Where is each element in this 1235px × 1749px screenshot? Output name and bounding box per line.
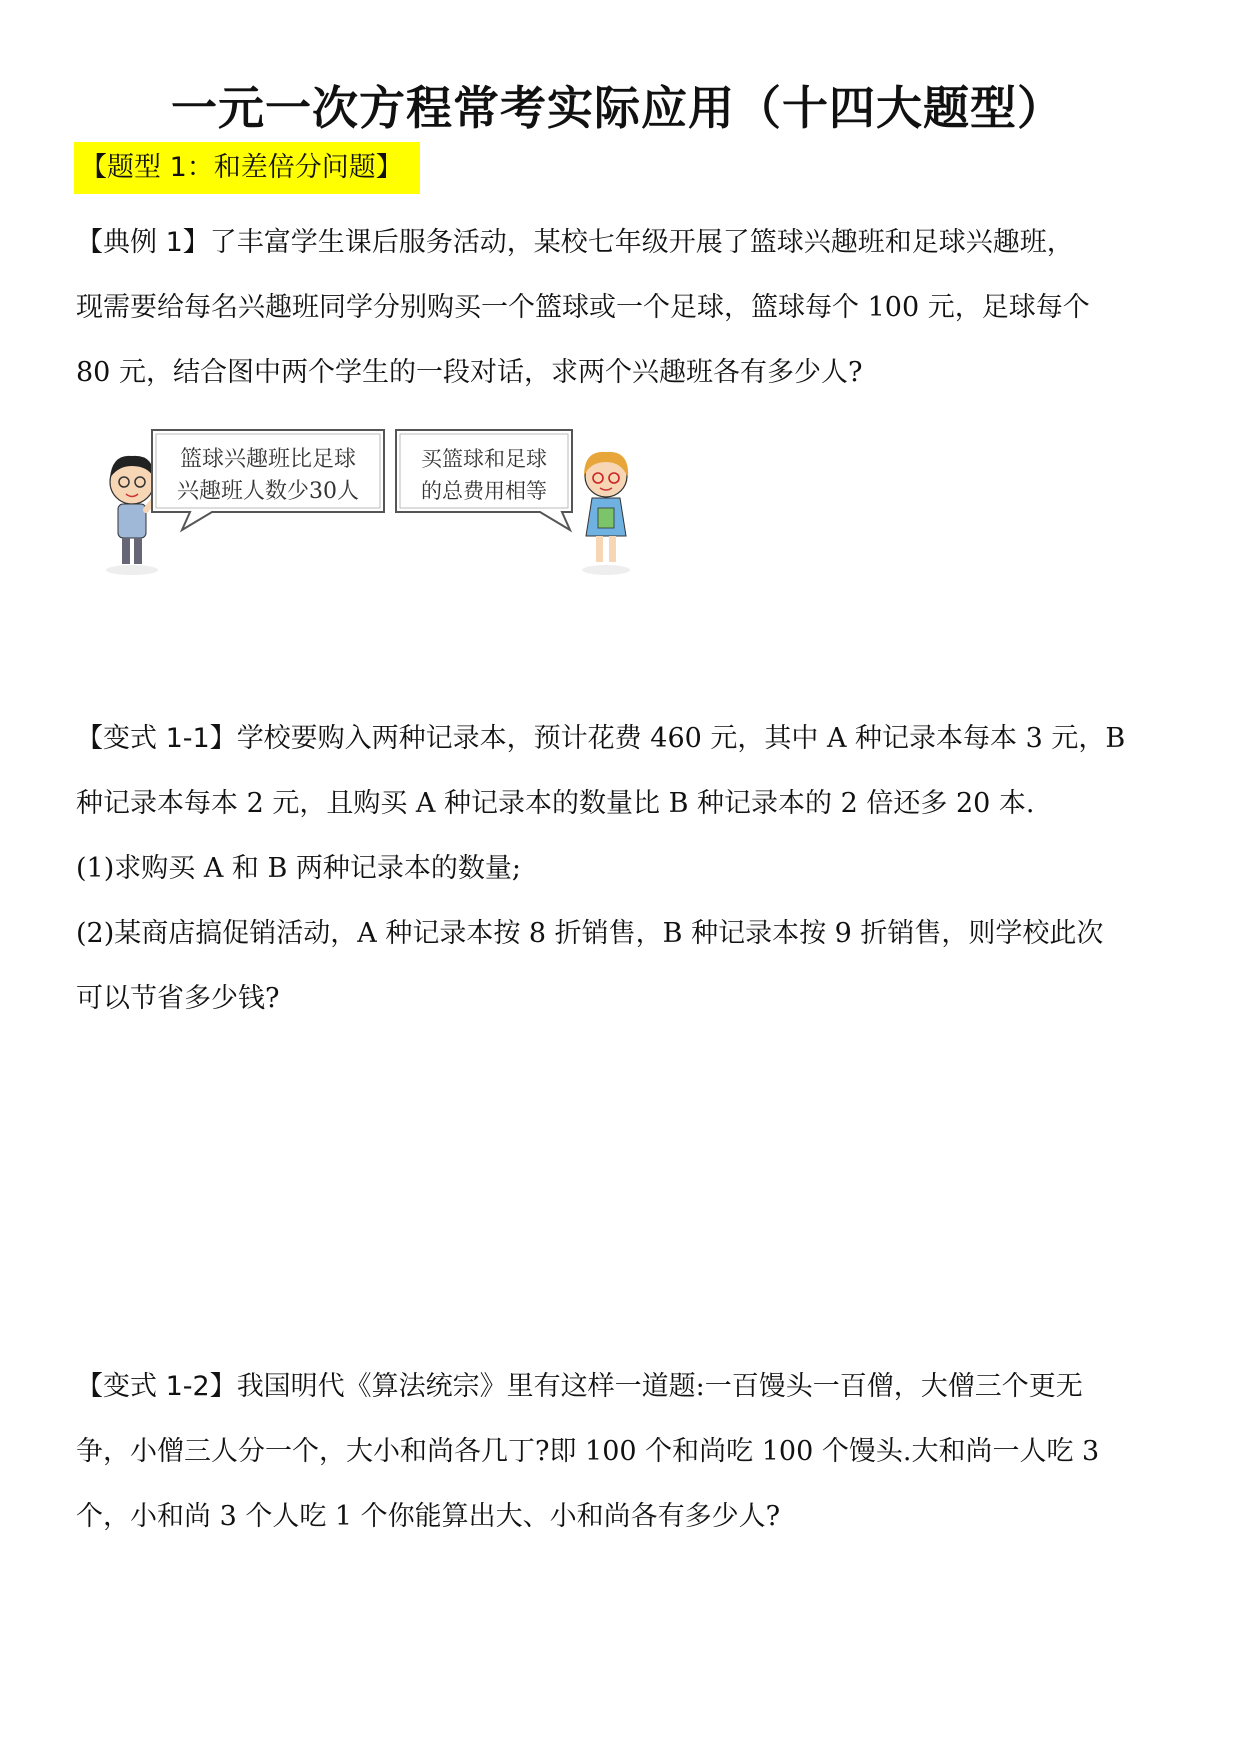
variant-1-2-line-3: 个，小和尚 3 个人吃 1 个你能算出大、小和尚各有多少人? xyxy=(76,1501,781,1532)
bubble-left-line-2: 兴趣班人数少30人 xyxy=(177,479,359,504)
variant-1-1-line-1: 【变式 1-1】学校要购入两种记录本，预计花费 460 元，其中 A 种记录本每本 3 元，B xyxy=(76,723,1126,754)
variant-1-2-problem xyxy=(76,1354,1166,1549)
variant-1-1-question-2: (2)某商店搞促销活动，A 种记录本按 8 折销售，B 种记录本按 9 折销售，则学校此次 xyxy=(76,918,1104,949)
variant-1-2-line-2: 争，小僧三人分一个，大小和尚各几丁?即 100 个和尚吃 100 个馒头.大和尚一人吃 3 xyxy=(76,1436,1100,1467)
bubble-right-line-1: 买篮球和足球 xyxy=(421,447,547,471)
example-1-lead: 【典例 1】 xyxy=(76,227,210,258)
variant-1-1-line-2: 种记录本每本 2 元，且购买 A 种记录本的数量比 B 种记录本的 2 倍还多 20 本. xyxy=(76,788,1035,819)
example-1-line-1: 【典例 1】了丰富学生课后服务活动，某校七年级开展了篮球兴趣班和足球兴趣班， xyxy=(76,227,1074,258)
variant-1-1-problem xyxy=(76,706,1166,1031)
section-heading-type-1: 【题型 1：和差倍分问题】 xyxy=(74,142,420,194)
variant-1-1-question-1: (1)求购买 A 和 B 两种记录本的数量; xyxy=(76,853,522,884)
variant-1-1-lead: 【变式 1-1】 xyxy=(76,723,237,754)
example-1-line-2: 现需要给每名兴趣班同学分别购买一个篮球或一个足球，篮球每个 100 元，足球每个 xyxy=(76,292,1090,323)
dialogue-illustration xyxy=(92,420,652,580)
page-title: 一元一次方程常考实际应用（十四大题型） xyxy=(171,81,1064,135)
speech-bubble-left xyxy=(152,430,384,530)
speech-bubble-right xyxy=(396,430,572,530)
girl-figure-icon xyxy=(582,452,630,575)
variant-1-1-line-5: 可以节省多少钱? xyxy=(76,983,280,1014)
bubble-right-line-2: 的总费用相等 xyxy=(421,479,547,503)
example-1-line-3: 80 元，结合图中两个学生的一段对话，求两个兴趣班各有多少人? xyxy=(76,357,863,388)
example-1-problem xyxy=(76,210,1166,405)
bubble-left-line-1: 篮球兴趣班比足球 xyxy=(179,447,357,472)
variant-1-2-line-1: 【变式 1-2】我国明代《算法统宗》里有这样一道题:一百馒头一百僧，大僧三个更无 xyxy=(76,1371,1083,1402)
variant-1-2-lead: 【变式 1-2】 xyxy=(76,1371,237,1402)
